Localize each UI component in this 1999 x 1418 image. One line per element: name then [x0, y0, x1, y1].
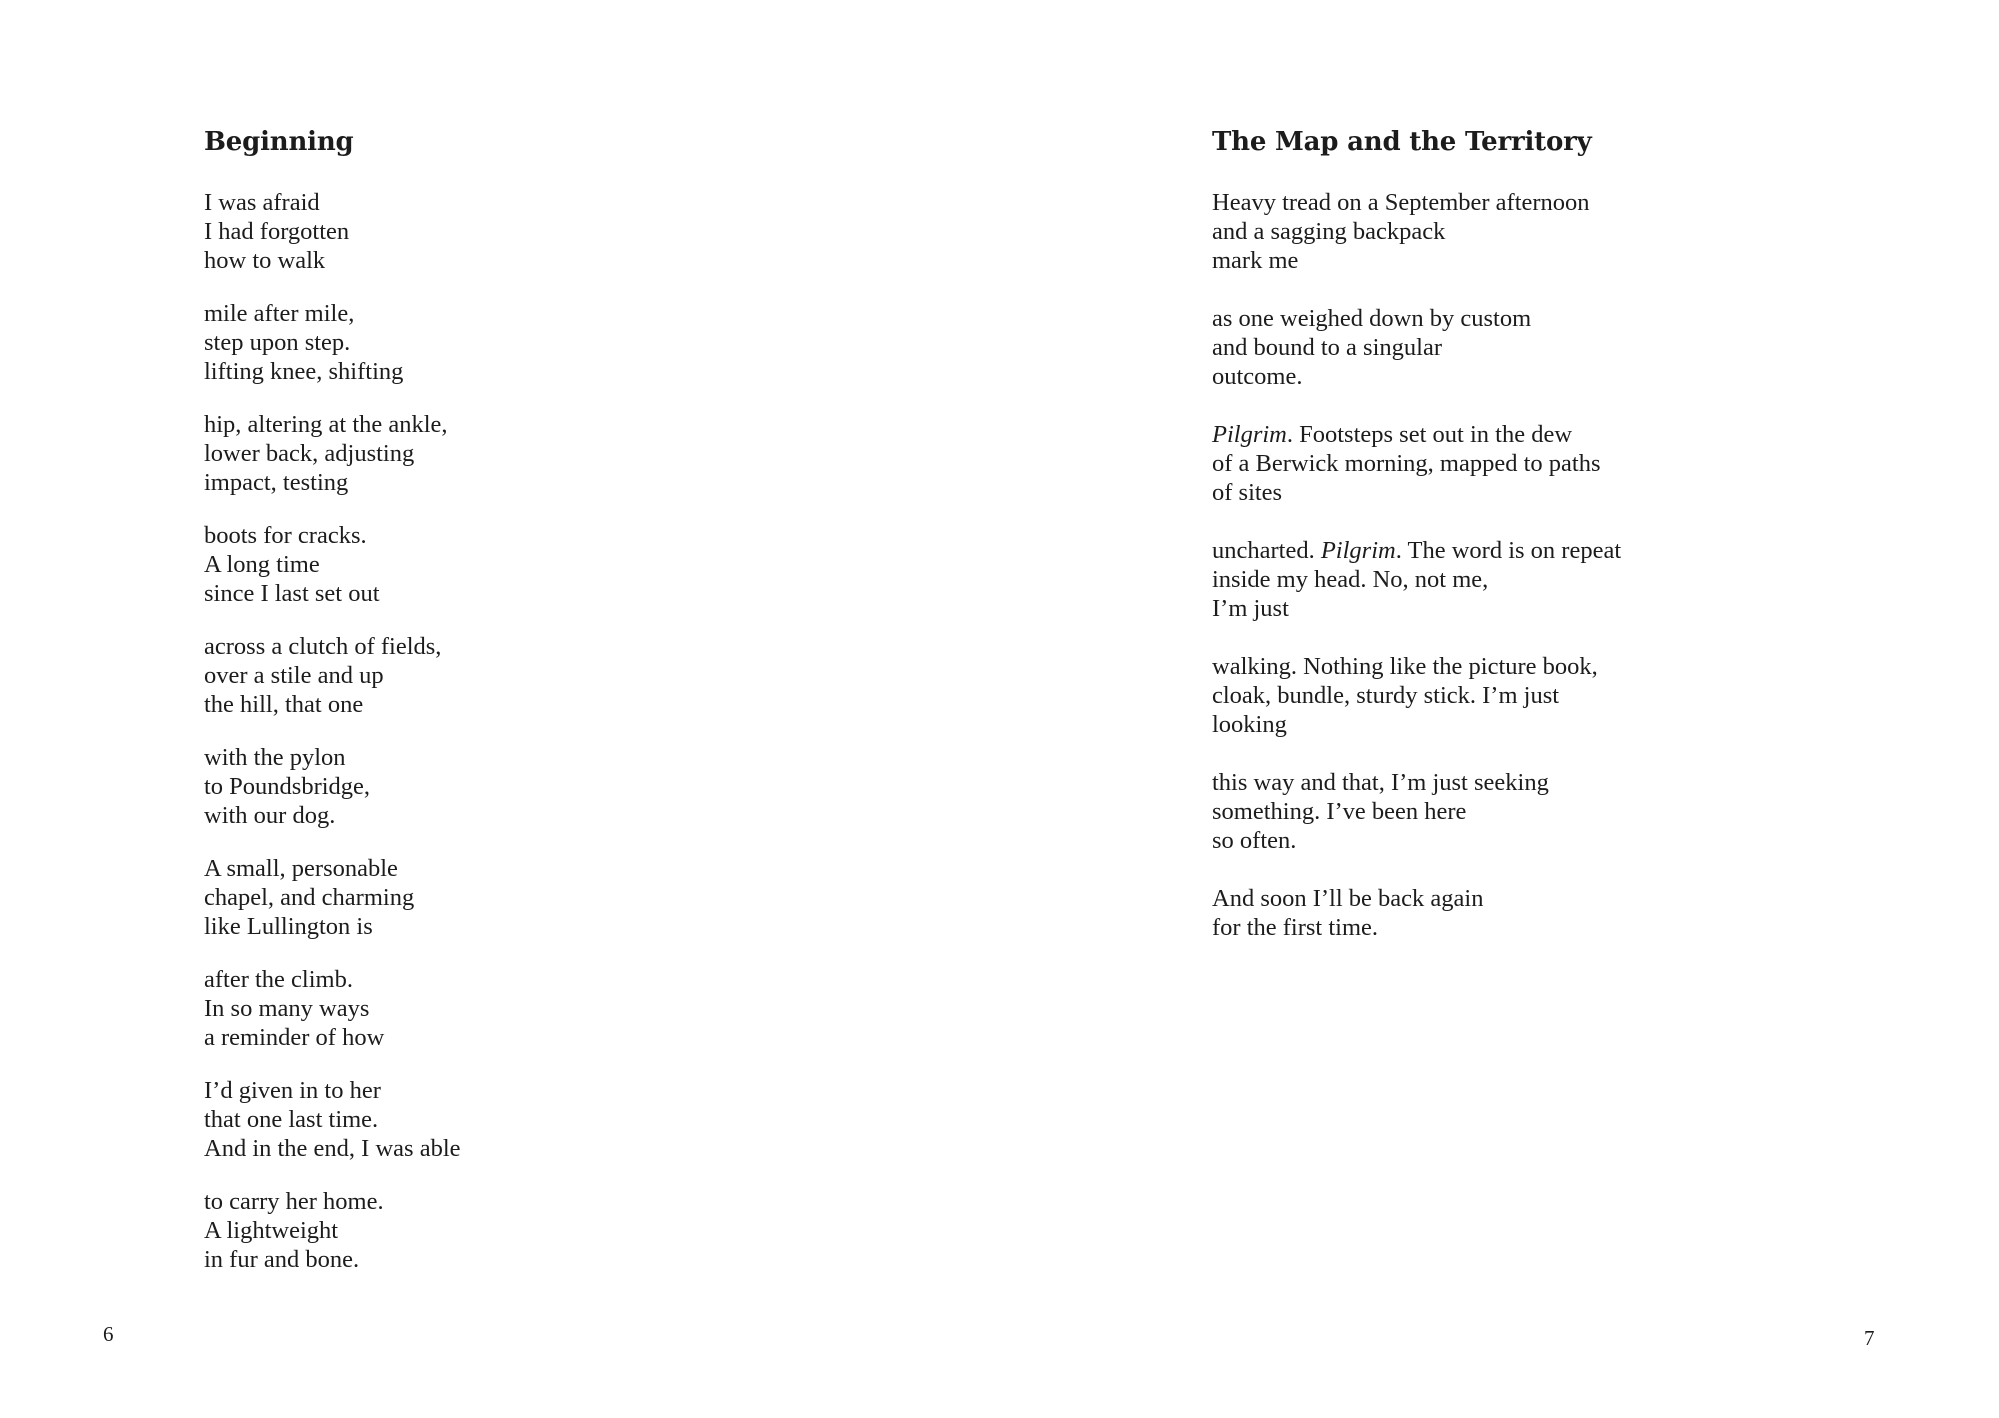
poem-line: a reminder of how — [204, 1024, 385, 1051]
poem-title: Beginning — [204, 127, 354, 157]
stanza — [204, 1187, 461, 1274]
poem-line: lifting knee, shifting — [204, 358, 404, 385]
poem-line: walking. Nothing like the picture book, — [1212, 653, 1598, 680]
poem-line: boots for cracks. — [204, 522, 367, 549]
stanza — [204, 965, 461, 1052]
stanza — [1212, 420, 1621, 507]
poem-line — [1212, 420, 1621, 449]
line-text: . Footsteps set out in the dew — [1286, 421, 1573, 448]
italic-word: Pilgrim — [1320, 537, 1396, 564]
poem-line: Heavy tread on a September afternoon — [1212, 189, 1590, 216]
stanza — [204, 1076, 461, 1163]
poem-line: A lightweight — [204, 1217, 339, 1244]
stanza — [1212, 188, 1621, 275]
right-page — [1000, 0, 1999, 1418]
poem-line: impact, testing — [204, 469, 349, 496]
poem-line: chapel, and charming — [204, 884, 415, 911]
poem-line: inside my head. No, not me, — [1212, 566, 1489, 593]
poem-line: so often. — [1212, 827, 1297, 854]
poem-line: A small, personable — [204, 855, 398, 882]
line-text: . The word is on repeat — [1395, 537, 1622, 564]
stanza — [204, 632, 461, 719]
stanza — [1212, 536, 1621, 623]
poem-line: and a sagging backpack — [1212, 218, 1446, 245]
poem-line: after the climb. — [204, 966, 353, 993]
stanza — [204, 188, 461, 275]
poem-line: and bound to a singular — [1212, 334, 1442, 361]
poem-line: over a stile and up — [204, 662, 384, 689]
poem-line: to carry her home. — [204, 1188, 384, 1215]
poem-line: A long time — [204, 551, 320, 578]
stanza — [1212, 768, 1621, 855]
poem-line: across a clutch of fields, — [204, 633, 442, 660]
poem-line: in fur and bone. — [204, 1246, 360, 1273]
poem-beginning — [204, 126, 461, 1298]
stanza — [204, 410, 461, 497]
poem-line: step upon step. — [204, 329, 351, 356]
page-number: 6 — [103, 1322, 114, 1346]
poem-line: mark me — [1212, 247, 1299, 274]
poem-title: The Map and the Territory — [1212, 127, 1592, 157]
poem-line: lower back, adjusting — [204, 440, 415, 467]
poem-line: mile after mile, — [204, 300, 355, 327]
poem-line: cloak, bundle, sturdy stick. I’m just — [1212, 682, 1560, 709]
poem-line: how to walk — [204, 247, 326, 274]
stanza — [204, 743, 461, 830]
poem-line: hip, altering at the ankle, — [204, 411, 448, 438]
poem-line: that one last time. — [204, 1106, 379, 1133]
poem-line: I’m just — [1212, 595, 1289, 622]
poem-line: And in the end, I was able — [204, 1135, 461, 1162]
poem-line: for the first time. — [1212, 914, 1379, 941]
stanza — [1212, 884, 1621, 942]
stanza — [1212, 652, 1621, 739]
poem-line: this way and that, I’m just seeking — [1212, 769, 1549, 796]
line-text: uncharted. — [1212, 537, 1321, 564]
poem-line: In so many ways — [204, 995, 370, 1022]
poem-line — [1212, 536, 1621, 565]
poem-line: outcome. — [1212, 363, 1303, 390]
italic-word: Pilgrim — [1212, 421, 1287, 448]
poem-line: of sites — [1212, 479, 1283, 506]
stanza — [204, 299, 461, 386]
poem-line: looking — [1212, 711, 1287, 738]
poem-line: I had forgotten — [204, 218, 350, 245]
stanza — [204, 854, 461, 941]
poem-line: as one weighed down by custom — [1212, 305, 1532, 332]
poem-line: I was afraid — [204, 189, 320, 216]
poem-line: of a Berwick morning, mapped to paths — [1212, 450, 1601, 477]
poem-line: the hill, that one — [204, 691, 364, 718]
stanza — [204, 521, 461, 608]
poem-line: like Lullington is — [204, 913, 373, 940]
poem-line: something. I’ve been here — [1212, 798, 1467, 825]
stanza — [1212, 304, 1621, 391]
poem-map-and-territory — [1212, 126, 1621, 971]
poem-line: to Poundsbridge, — [204, 773, 371, 800]
poem-line: I’d given in to her — [204, 1077, 381, 1104]
poem-line: with our dog. — [204, 802, 336, 829]
page-number: 7 — [1864, 1326, 1875, 1350]
poem-line: with the pylon — [204, 744, 346, 771]
poem-line: And soon I’ll be back again — [1212, 885, 1484, 912]
poem-line: since I last set out — [204, 580, 380, 607]
